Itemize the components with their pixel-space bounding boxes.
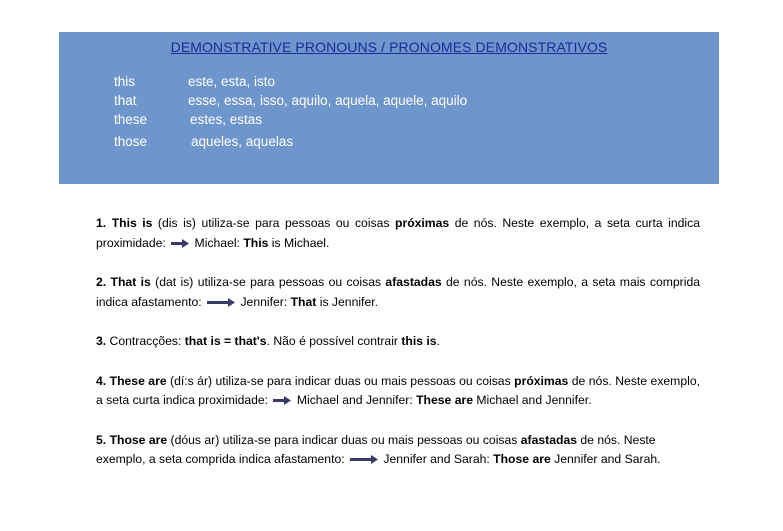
long-arrow-icon: [207, 298, 235, 307]
pronoun-en-this: this: [114, 74, 136, 89]
item-number: 2.: [96, 275, 107, 289]
short-arrow-icon: [171, 239, 189, 248]
long-arrow-icon: [350, 455, 378, 464]
pronoun-en-these: these: [114, 112, 148, 127]
paragraph-4: 4. These are (dí:s ár) utiliza-se para indicar duas ou mais pessoas ou coisas próximas de nós. Neste exemplo, a seta curta indica proximidade: Michael and Jennifer: These are Michael and Jennifer.: [96, 373, 700, 407]
item-number: 5.: [96, 432, 107, 447]
pronoun-en-that: that: [114, 93, 137, 108]
item-number: 4.: [96, 373, 107, 388]
paragraph-2: 2. That is (dat is) utiliza-se para pessoas ou coisas afastadas de nós. Neste exemplo, a seta mais comprida indica afastamento: Jennifer: That is Jennifer.: [96, 275, 700, 309]
paragraph-5: 5. Those are (dóus ar) utiliza-se para indicar duas ou mais pessoas ou coisas afastadas de nós. Neste exemplo, a seta comprida indica afastamento: Jennifer and Sarah: Those are Jennifer and Sarah.: [96, 432, 661, 466]
paragraph-1: 1. This is (dis is) utiliza-se para pessoas ou coisas próximas de nós. Neste exemplo, a seta curta indica proximidade: Michael: This is Michael.: [96, 216, 700, 250]
pronoun-pt-this: este, esta, isto: [188, 74, 276, 89]
term: Those are: [109, 432, 168, 447]
pronoun-pt-those: aqueles, aquelas: [191, 134, 294, 149]
pronouns-table-box: [59, 32, 719, 184]
explanation-list: [96, 214, 700, 490]
pronoun-pt-these: estes, estas: [190, 112, 263, 127]
paragraph-3: 3. Contracções: that is = that's. Não é possível contrair this is.: [96, 334, 440, 348]
term: This is: [111, 216, 153, 230]
term: These are: [109, 373, 167, 388]
item-number: 3.: [96, 334, 107, 348]
pronoun-en-those: those: [114, 134, 148, 149]
pronoun-pt-that: esse, essa, isso, aquilo, aquela, aquele, aquilo: [188, 93, 468, 108]
term: That is: [110, 275, 151, 289]
table-title: DEMONSTRATIVE PRONOUNS / PRONOMES DEMONSTRATIVOS: [170, 39, 608, 55]
item-number: 1.: [96, 216, 107, 230]
short-arrow-icon: [273, 396, 291, 405]
